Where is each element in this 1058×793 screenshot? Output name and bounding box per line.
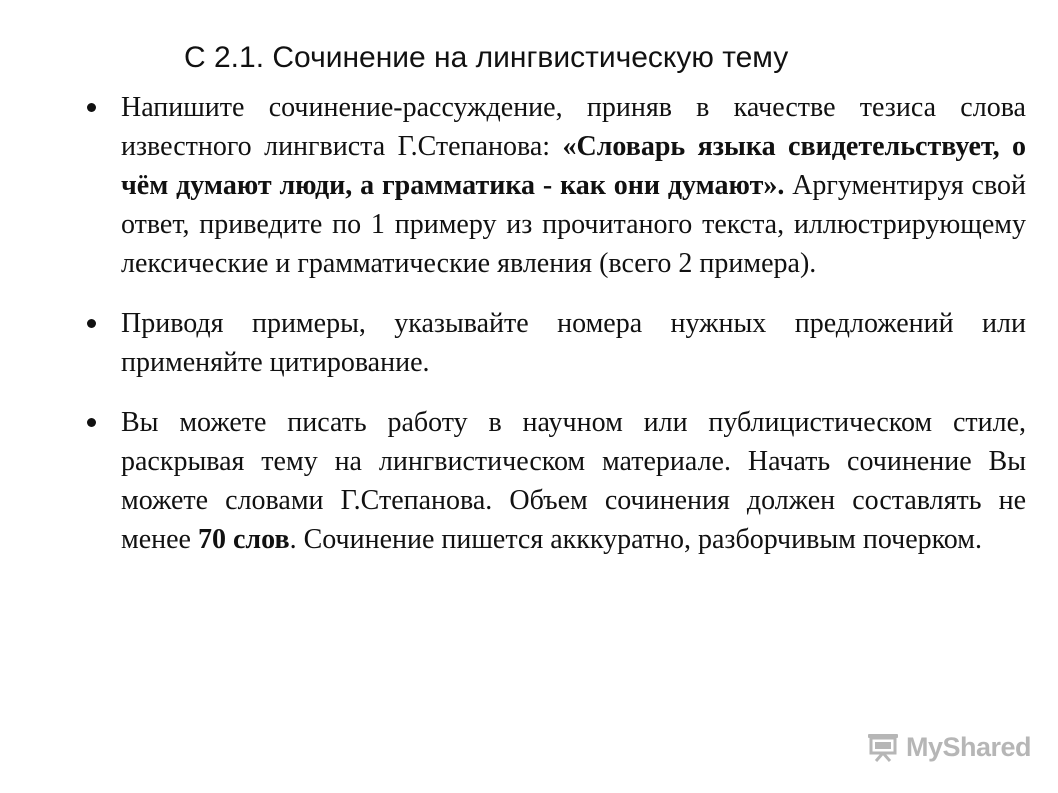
bullet-text: Аргументируя свой ответ, приведите по 1 примеру из прочитаного текста, иллюстрирующему лексические и грамматические явления (всего 2 примера).	[121, 170, 1026, 279]
slide-title: С 2.1. Сочинение на лингвистическую тему	[184, 41, 789, 74]
bullet-item-examples	[84, 304, 1026, 382]
bullet-item-thesis	[84, 88, 1026, 283]
watermark-text: MyShared	[906, 731, 1032, 762]
projector-screen-icon	[866, 731, 900, 763]
myshared-watermark	[866, 730, 1031, 764]
bullet-text: Напишите сочинение-рассуждение, приняв в качестве тезиса слова известного лингвиста Г.Степанова:	[121, 92, 1026, 162]
bullet-dot	[87, 319, 96, 328]
word-count-text: 70 слов	[198, 524, 290, 555]
bullet-dot	[87, 103, 96, 112]
bullet-text: . Сочинение пишется акккуратно, разборчивым почерком.	[289, 524, 982, 555]
bullet-text: Вы можете писать работу в научном или публицистическом стиле, раскрывая тему на лингвистическом материале. Начать сочинение Вы можете словами Г.Степанова. Объем сочинения должен составлять не менее	[121, 407, 1026, 555]
bullet-dot	[87, 418, 96, 427]
bullet-text: Приводя примеры, указывайте номера нужных предложений или применяйте цитирование.	[121, 308, 1026, 378]
quote-text: «Словарь языка свидетельствует, о чём думают люди, а грамматика - как они думают».	[121, 131, 1027, 201]
bullet-list	[84, 88, 1026, 559]
bullet-item-style	[84, 403, 1026, 559]
